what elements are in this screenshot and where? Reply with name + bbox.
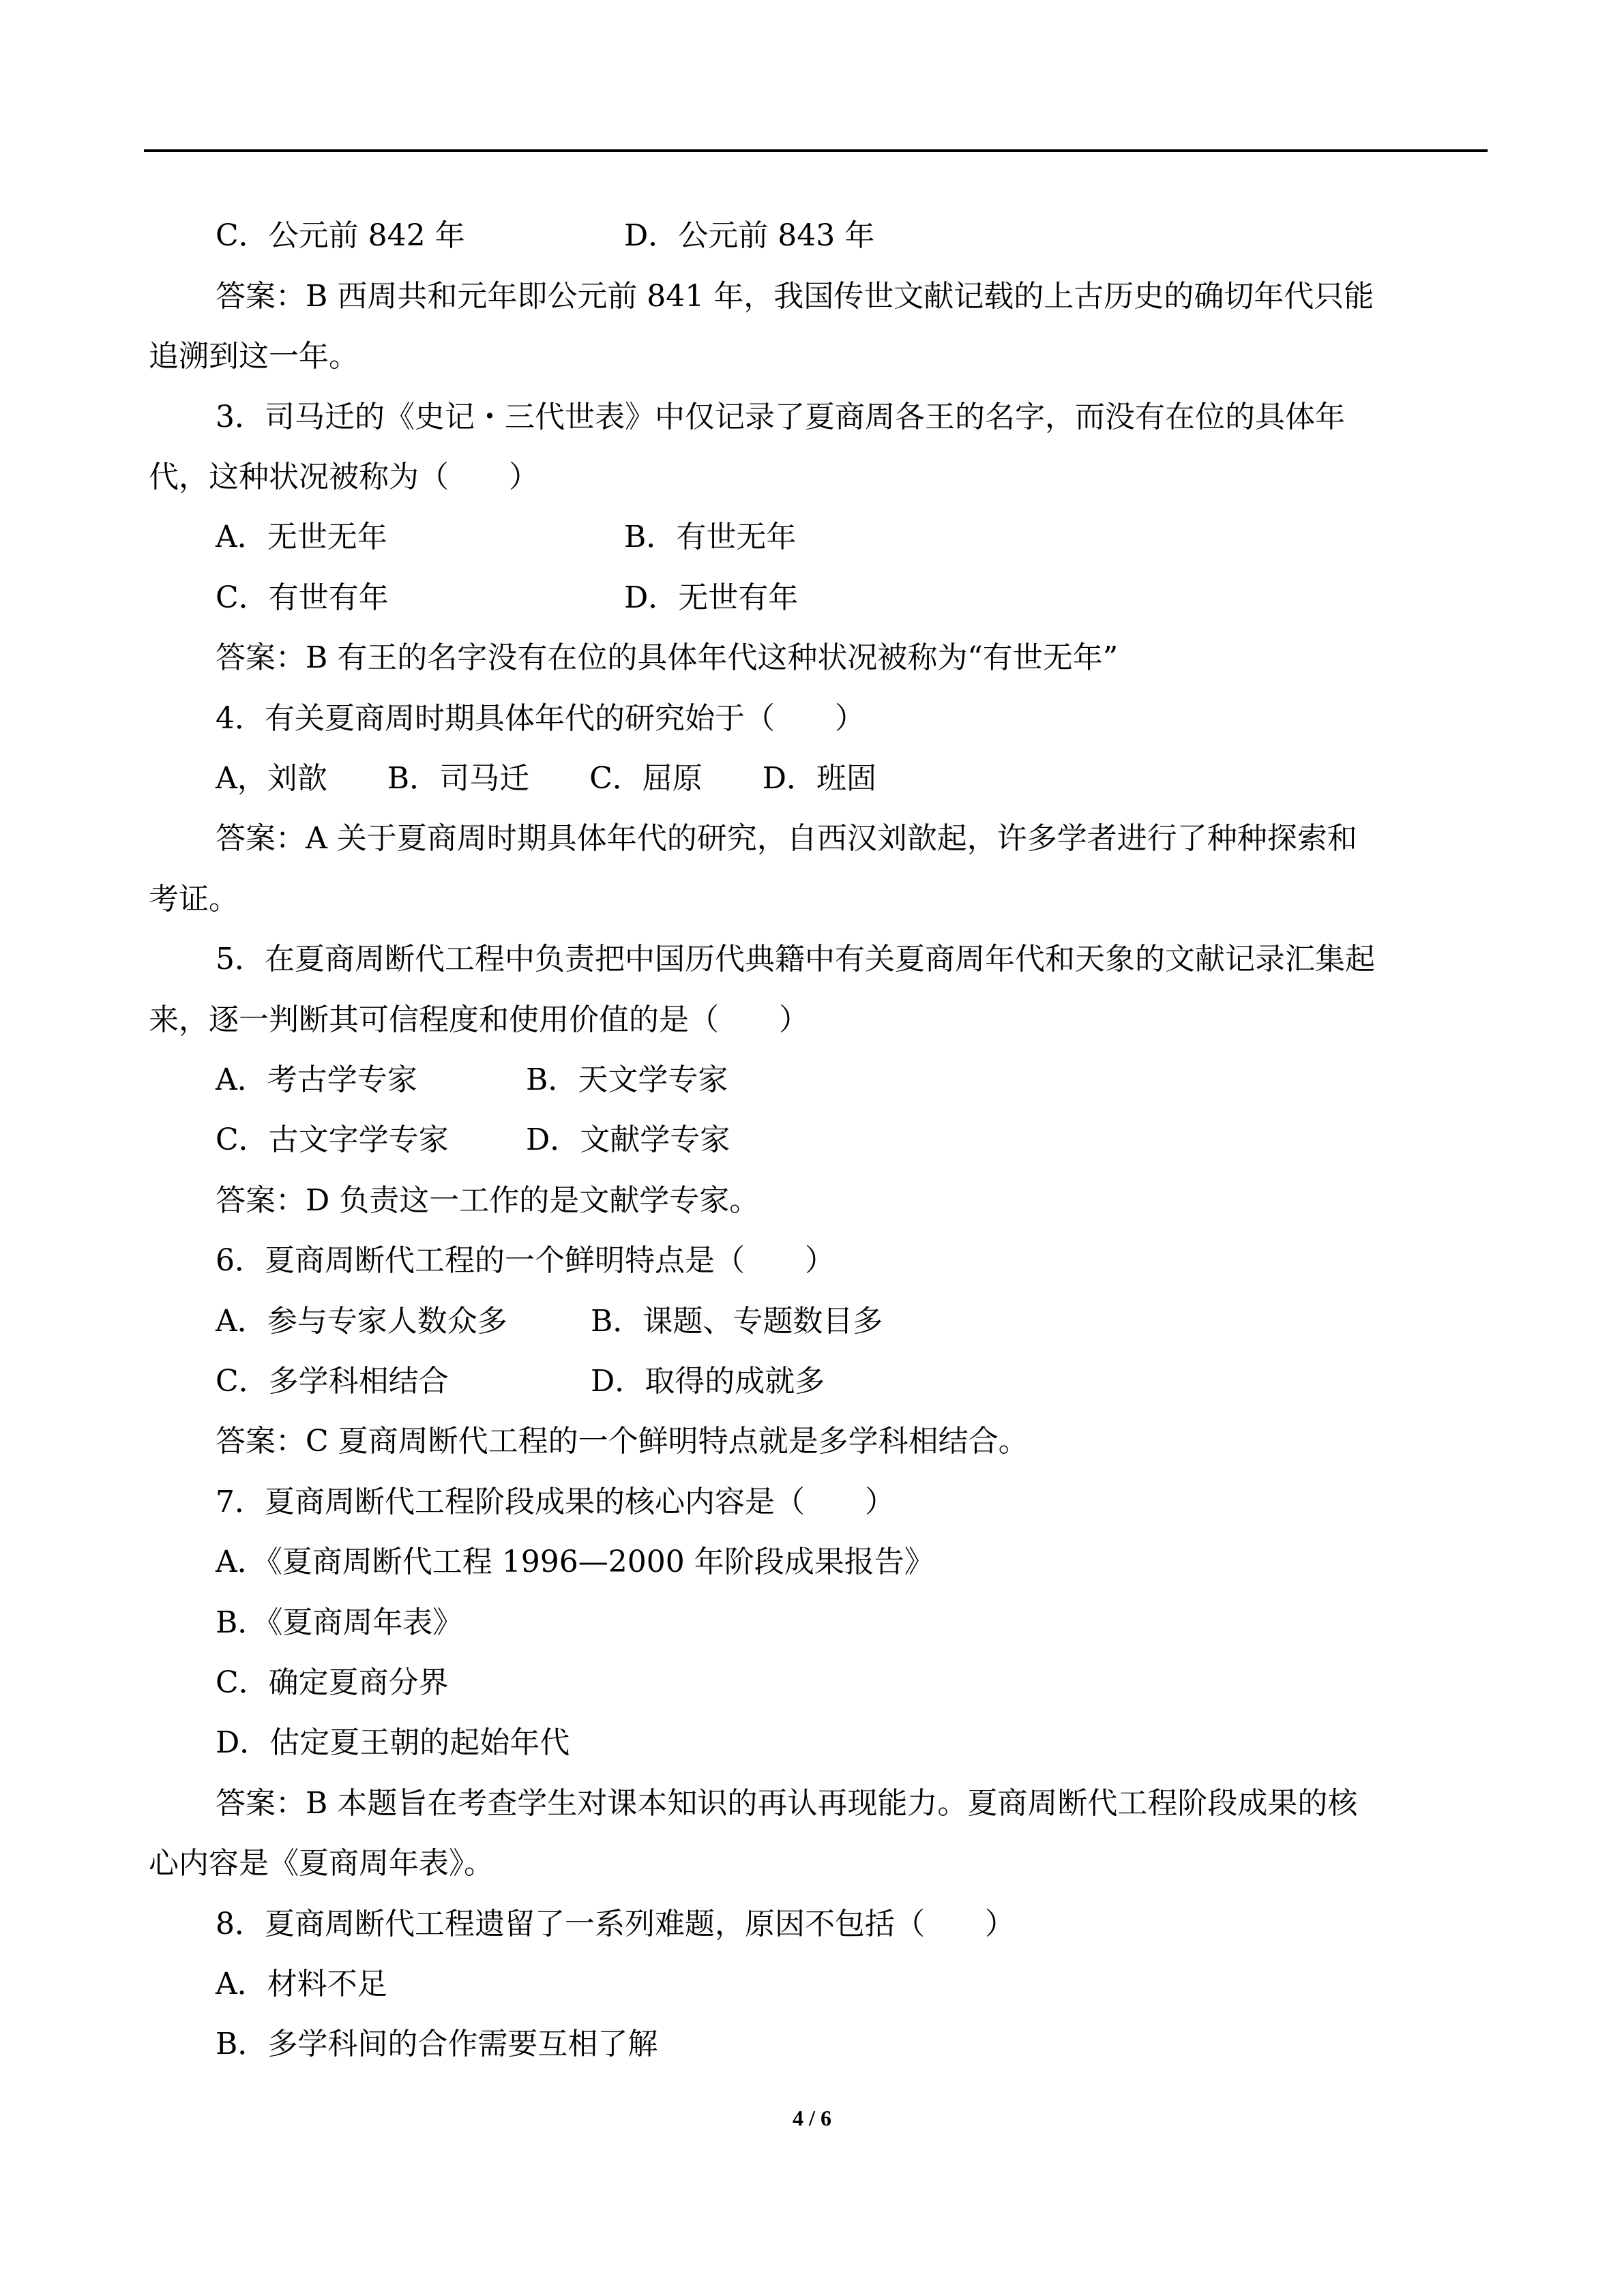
q5-options-row2 bbox=[216, 1120, 730, 1161]
q3-option-b: B．有世无年 bbox=[624, 520, 797, 554]
q7-option-a: A．《夏商周断代工程 1996—2000 年阶段成果报告》 bbox=[216, 1545, 934, 1579]
q3-option-a: A．无世无年 bbox=[216, 520, 387, 554]
q8-option-b: B．多学科间的合作需要互相了解 bbox=[216, 2027, 658, 2061]
q7-answer-line2: 心内容是《夏商周年表》。 bbox=[149, 1846, 494, 1881]
q5-stem-line2: 来，逐一判断其可信程度和使用价值的是（ ） bbox=[149, 1002, 809, 1037]
q3-option-c: C．有世有年 bbox=[216, 580, 389, 615]
q3-options-row2 bbox=[216, 578, 799, 618]
q7-answer-line1: 答案：B 本题旨在考查学生对课本知识的再认再现能力。夏商周断代工程阶段成果的核 bbox=[216, 1786, 1358, 1821]
q6-answer: 答案：C 夏商周断代工程的一个鲜明特点就是多学科相结合。 bbox=[216, 1424, 1029, 1459]
q2-options-row bbox=[216, 215, 875, 256]
q5-option-b: B．天文学专家 bbox=[526, 1062, 728, 1097]
q2-answer-line1: 答案：B 西周共和元年即公元前 841 年，我国传世文献记载的上古历史的确切年代只能 bbox=[216, 279, 1374, 314]
q5-options-row1 bbox=[216, 1060, 728, 1101]
q6-options-row2 bbox=[216, 1361, 825, 1402]
q2-option-d: D．公元前 843 年 bbox=[624, 218, 875, 253]
q7-option-c: C．确定夏商分界 bbox=[216, 1665, 449, 1700]
q8-option-a: A．材料不足 bbox=[216, 1967, 387, 2001]
q8-stem: 8．夏商周断代工程遗留了一系列难题，原因不包括（ ） bbox=[216, 1907, 1015, 1941]
q5-answer: 答案：D 负责这一工作的是文献学专家。 bbox=[216, 1183, 760, 1218]
q6-options-row1 bbox=[216, 1301, 883, 1342]
q2-answer-line2: 追溯到这一年。 bbox=[149, 339, 359, 374]
q7-stem: 7．夏商周断代工程阶段成果的核心内容是（ ） bbox=[216, 1485, 895, 1519]
q3-option-d: D．无世有年 bbox=[624, 580, 799, 615]
q6-option-c: C．多学科相结合 bbox=[216, 1364, 449, 1399]
q4-options: A，刘歆 B．司马迁 C．屈原 D．班固 bbox=[216, 761, 877, 796]
q3-answer: 答案：B 有王的名字没有在位的具体年代这种状况被称为“有世无年” bbox=[216, 640, 1119, 675]
q4-answer-line1: 答案：A 关于夏商周时期具体年代的研究，自西汉刘歆起，许多学者进行了种种探索和 bbox=[216, 821, 1357, 856]
q2-option-c: C．公元前 842 年 bbox=[216, 218, 465, 253]
q5-option-a: A．考古学专家 bbox=[216, 1062, 417, 1097]
q3-stem-line1: 3．司马迁的《史记・三代世表》中仅记录了夏商周各王的名字，而没有在位的具体年 bbox=[216, 400, 1345, 434]
q4-stem: 4．有关夏商周时期具体年代的研究始于（ ） bbox=[216, 701, 865, 736]
q6-option-b: B．课题、专题数目多 bbox=[591, 1304, 883, 1339]
q7-option-d: D．估定夏王朝的起始年代 bbox=[216, 1725, 570, 1760]
q5-option-c: C．古文字学专家 bbox=[216, 1122, 449, 1157]
q5-stem-line1: 5．在夏商周断代工程中负责把中国历代典籍中有关夏商周年代和天象的文献记录汇集起 bbox=[216, 942, 1375, 976]
q3-stem-line2: 代，这种状况被称为（ ） bbox=[149, 460, 539, 494]
page-number: 4 / 6 bbox=[793, 2106, 831, 2130]
q6-option-a: A．参与专家人数众多 bbox=[216, 1304, 507, 1339]
q7-option-b: B．《夏商周年表》 bbox=[216, 1605, 463, 1640]
q6-option-d: D．取得的成就多 bbox=[591, 1364, 825, 1399]
q5-option-d: D．文献学专家 bbox=[526, 1122, 730, 1157]
q6-stem: 6．夏商周断代工程的一个鲜明特点是（ ） bbox=[216, 1243, 835, 1278]
q3-options-row1 bbox=[216, 517, 797, 558]
q4-answer-line2: 考证。 bbox=[149, 882, 239, 916]
